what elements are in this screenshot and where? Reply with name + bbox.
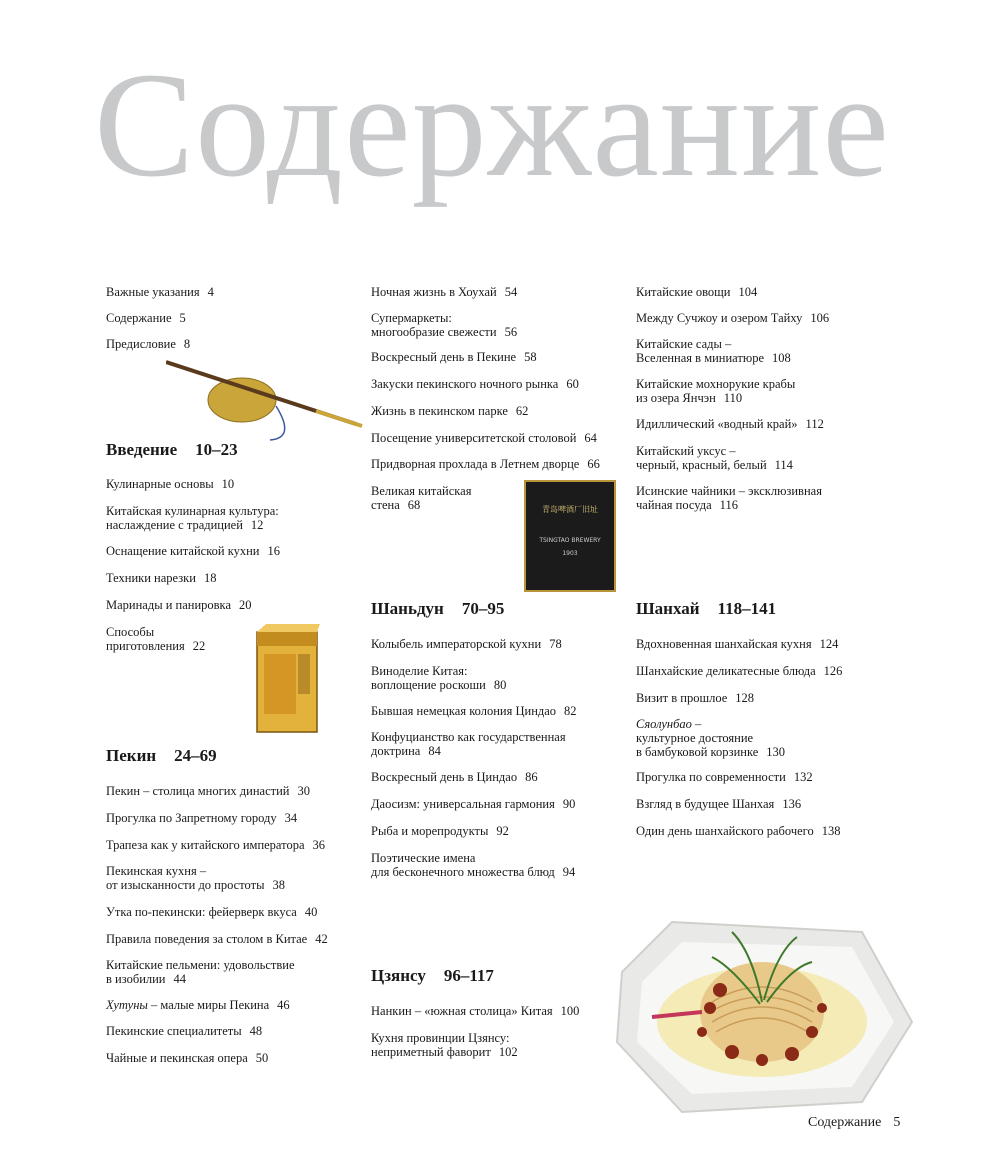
toc-entry-page: 64 [584, 431, 597, 445]
plaque-line-en: TSINGTAO BREWERY [539, 537, 601, 544]
toc-entry[interactable] [106, 958, 295, 986]
toc-entry-label-italic: Хутуны [106, 998, 148, 1012]
toc-entry-label: Виноделие Китая: [371, 664, 468, 678]
toc-entry-label: Посещение университетской столовой [371, 431, 577, 445]
toc-entry[interactable] [106, 625, 205, 653]
toc-entry-page: 102 [498, 1045, 518, 1059]
toc-entry-page: 100 [560, 1004, 580, 1018]
toc-entry-page: 112 [805, 417, 824, 431]
toc-entry[interactable] [371, 664, 506, 692]
toc-entry-page: 124 [819, 637, 839, 651]
plaque-line-year: 1903 [562, 550, 578, 557]
toc-entry-label: Пекинские специалитеты [106, 1024, 242, 1038]
toc-entry-label: Прогулка по современности [636, 770, 786, 784]
toc-entry-label: Прогулка по Запретному городу [106, 811, 277, 825]
toc-entry-page: 132 [793, 770, 813, 784]
toc-entry-label: Воскресный день в Циндао [371, 770, 518, 784]
toc-entry-label: Шанхайские деликатесные блюда [636, 664, 816, 678]
toc-entry-label-cont: многообразие свежести [371, 325, 497, 339]
toc-entry[interactable] [371, 457, 600, 471]
toc-entry[interactable] [106, 285, 214, 299]
section-heading-shandong[interactable] [371, 599, 504, 619]
toc-entry-label: Пекин – столица многих династий [106, 784, 290, 798]
toc-entry-page: 104 [738, 285, 758, 299]
section-heading-pekin[interactable] [106, 746, 217, 766]
toc-entry-page: 110 [723, 391, 743, 405]
toc-entry-page: 10 [221, 477, 235, 491]
toc-entry[interactable] [106, 784, 310, 798]
toc-entry-label: Бывшая немецкая колония Циндао [371, 704, 557, 718]
toc-entry-label-cont: в изобилии [106, 972, 166, 986]
toc-entry-label-cont: черный, красный, белый [636, 458, 767, 472]
page-footer [808, 1115, 900, 1131]
toc-entry-label: Кулинарные основы [106, 477, 214, 491]
toc-entry-label-cont: Вселенная в миниатюре [636, 351, 765, 365]
toc-entry-page: 8 [183, 337, 191, 351]
toc-entry-page: 60 [566, 377, 579, 391]
toc-entry-page: 106 [810, 311, 830, 325]
toc-entry-label-cont: для бесконечного множества блюд [371, 865, 555, 879]
toc-entry[interactable] [636, 824, 841, 838]
toc-entry-page: 38 [272, 878, 285, 892]
section-title: Пекин [106, 746, 157, 765]
toc-entry-label: Конфуцианство как государственная [371, 730, 566, 744]
toc-entry[interactable] [371, 730, 566, 758]
toc-entry-label: Предисловие [106, 337, 176, 351]
section-range: 118–141 [717, 599, 777, 618]
toc-entry-label-cont: доктрина [371, 744, 421, 758]
toc-entry-page: 82 [564, 704, 577, 718]
section-range: 10–23 [195, 440, 238, 459]
toc-entry[interactable] [636, 797, 801, 811]
toc-entry-page: 68 [407, 498, 421, 512]
toc-entry[interactable] [371, 484, 471, 512]
toc-entry-label: Жизнь в пекинском парке [371, 404, 508, 418]
toc-entry[interactable] [106, 311, 186, 325]
section-heading-jiangsu[interactable] [371, 966, 494, 986]
toc-entry[interactable] [106, 571, 216, 585]
toc-entry-label: Ночная жизнь в Хоухай [371, 285, 497, 299]
toc-entry[interactable] [106, 337, 190, 351]
toc-entry-label: Оснащение китайской кухни [106, 544, 260, 558]
toc-entry-label: Вдохновенная шанхайская кухня [636, 637, 812, 651]
section-title: Шаньдун [371, 599, 444, 618]
toc-entry[interactable] [106, 544, 280, 558]
toc-entry-label: Китайская кулинарная культура: [106, 504, 279, 518]
toc-entry[interactable] [636, 444, 793, 472]
toc-entry-page: 4 [207, 285, 214, 299]
toc-entry-label: Придворная прохлада в Летнем дворце [371, 457, 580, 471]
toc-entry-label: Визит в прошлое [636, 691, 728, 705]
toc-entry[interactable] [106, 598, 252, 612]
toc-entry-label: Взгляд в будущее Шанхая [636, 797, 775, 811]
toc-entry-label: Китайские пельмени: удовольствие [106, 958, 295, 972]
toc-entry-page: 40 [304, 905, 318, 919]
toc-entry[interactable] [636, 417, 824, 431]
toc-entry-label: – малые миры Пекина [147, 998, 270, 1012]
toc-entry-page: 138 [821, 824, 841, 838]
toc-entry-label: Пекинская кухня – [106, 864, 207, 878]
toc-entry-label: Утка по-пекински: фейерверк вкуса [106, 905, 297, 919]
toc-entry[interactable] [636, 285, 757, 299]
toc-entry-label: Техники нарезки [106, 571, 196, 585]
toc-entry-page: 58 [524, 350, 537, 364]
section-title: Цзянсу [371, 966, 426, 985]
toc-entry-label-cont: неприметный фаворит [371, 1045, 491, 1059]
toc-entry[interactable] [636, 691, 754, 705]
toc-entry-label: Китайские овощи [636, 285, 731, 299]
section-title: Шанхай [636, 599, 700, 618]
toc-entry-page: 54 [504, 285, 518, 299]
toc-entry[interactable] [636, 717, 785, 759]
toc-entry[interactable] [371, 404, 528, 418]
plaque-line-cn: 青岛啤酒厂旧址 [542, 505, 598, 514]
toc-entry-label: Китайские мохнорукие крабы [636, 377, 796, 391]
toc-entry-page: 48 [249, 1024, 263, 1038]
toc-entry[interactable] [106, 864, 285, 892]
toc-entry-label: Поэтические имена [371, 851, 476, 865]
toc-entry-page: 90 [562, 797, 576, 811]
toc-entry[interactable] [371, 285, 517, 299]
toc-entry-label: Исинские чайники – эксклюзивная [636, 484, 822, 498]
toc-entry-label: Трапеза как у китайского императора [106, 838, 305, 852]
toc-entry-label-cont: от изысканности до простоты [106, 878, 265, 892]
toc-entry-label: Воскресный день в Пекине [371, 350, 517, 364]
brewery-plaque-photo [524, 480, 616, 592]
toc-entry-page: 80 [493, 678, 507, 692]
toc-entry-page: 16 [267, 544, 280, 558]
section-title: Введение [106, 440, 178, 459]
toc-entry[interactable] [371, 1004, 579, 1018]
toc-entry-page: 114 [774, 458, 793, 472]
toc-entry[interactable] [106, 504, 279, 532]
toc-entry-page: 116 [719, 498, 738, 512]
toc-entry-page: 126 [823, 664, 843, 678]
toc-entry-label: Содержание [106, 311, 172, 325]
toc-entry[interactable] [106, 905, 317, 919]
toc-entry-page: 66 [587, 457, 600, 471]
toc-entry-label-cont: в бамбуковой корзинке [636, 745, 759, 759]
toc-entry-page: 50 [255, 1051, 269, 1065]
section-range: 96–117 [443, 966, 494, 985]
toc-entry-label: Нанкин – «южная столица» Китая [371, 1004, 553, 1018]
toc-entry-label: – [691, 717, 702, 731]
toc-entry-label: Китайские сады – [636, 337, 732, 351]
toc-entry-page: 12 [250, 518, 264, 532]
toc-entry-page: 46 [277, 998, 290, 1012]
toc-entry-page: 62 [515, 404, 529, 418]
toc-entry-page: 84 [428, 744, 441, 758]
toc-entry-label-cont: культурное достояние [636, 731, 754, 745]
toc-entry-label: Один день шанхайского рабочего [636, 824, 814, 838]
toc-entry-label-italic: Сяолунбао [636, 717, 692, 731]
toc-entry[interactable] [371, 797, 575, 811]
noodle-dish-photo [612, 912, 918, 1124]
page-number: 5 [893, 1115, 901, 1130]
toc-entry-page: 20 [239, 598, 252, 612]
toc-entry-label: Закуски пекинского ночного рынка [371, 377, 559, 391]
toc-entry[interactable] [636, 637, 838, 651]
toc-entry-label-cont: стена [371, 498, 400, 512]
toc-entry[interactable] [106, 1024, 262, 1038]
toc-entry-page: 86 [525, 770, 538, 784]
toc-entry[interactable] [106, 477, 234, 491]
toc-entry-label-cont: чайная посуда [636, 498, 712, 512]
toc-entry[interactable] [106, 838, 325, 852]
toc-entry-page: 92 [496, 824, 509, 838]
toc-entry-page: 108 [772, 351, 791, 365]
toc-entry-label: Чайные и пекинская опера [106, 1051, 248, 1065]
toc-entry-page: 42 [315, 932, 328, 946]
toc-entry-label: Кухня провинции Цзянсу: [371, 1031, 510, 1045]
toc-entry-label: Маринады и панировка [106, 598, 231, 612]
toc-entry[interactable] [371, 431, 597, 445]
toc-entry[interactable] [106, 1051, 268, 1065]
toc-entry-page: 22 [192, 639, 206, 653]
liquor-box-illustration [254, 624, 320, 734]
toc-entry[interactable] [371, 770, 538, 784]
toc-entry[interactable] [371, 1031, 518, 1059]
toc-entry-page: 136 [782, 797, 802, 811]
toc-entry[interactable] [371, 311, 517, 339]
toc-entry-page: 130 [766, 745, 786, 759]
toc-entry[interactable] [636, 770, 813, 784]
toc-entry-label-cont: приготовления [106, 639, 185, 653]
toc-entry-label: Правила поведения за столом в Китае [106, 932, 308, 946]
toc-entry[interactable] [106, 998, 290, 1012]
section-range: 70–95 [461, 599, 505, 618]
toc-entry-label: Супермаркеты: [371, 311, 452, 325]
brush-utensil-illustration [166, 358, 366, 448]
toc-entry[interactable] [636, 484, 822, 512]
toc-entry[interactable] [106, 811, 297, 825]
toc-entry[interactable] [371, 851, 575, 879]
footer-label: Содержание [808, 1115, 882, 1130]
toc-entry-label: Колыбель императорской кухни [371, 637, 542, 651]
toc-entry[interactable] [106, 932, 328, 946]
toc-entry[interactable] [636, 337, 791, 365]
toc-entry-page: 34 [284, 811, 298, 825]
toc-entry-label: Важные указания [106, 285, 200, 299]
toc-entry-page: 78 [549, 637, 562, 651]
toc-entry[interactable] [636, 664, 842, 678]
toc-entry-page: 128 [735, 691, 755, 705]
toc-entry[interactable] [636, 311, 829, 325]
section-range: 24–69 [174, 746, 217, 765]
toc-entry-page: 18 [203, 571, 217, 585]
toc-entry-label: Способы [106, 625, 155, 639]
toc-entry-label: Идиллический «водный край» [636, 417, 798, 431]
toc-entry[interactable] [371, 637, 562, 651]
toc-entry-label-cont: из озера Янчэн [636, 391, 716, 405]
section-heading-vvedenie[interactable] [106, 440, 238, 460]
toc-entry[interactable] [371, 350, 537, 364]
toc-entry-label: Китайский уксус – [636, 444, 736, 458]
toc-entry-label: Рыба и морепродукты [371, 824, 489, 838]
toc-entry[interactable] [371, 704, 577, 718]
toc-entry[interactable] [371, 377, 579, 391]
toc-entry-label-cont: воплощение роскоши [371, 678, 486, 692]
toc-entry-page: 94 [562, 865, 576, 879]
toc-entry-page: 30 [297, 784, 310, 798]
toc-entry-page: 36 [312, 838, 325, 852]
toc-entry-label: Между Сучжоу и озером Тайху [636, 311, 803, 325]
toc-entry-page: 56 [504, 325, 518, 339]
toc-entry-page: 5 [179, 311, 186, 325]
toc-entry-label: Даосизм: универсальная гармония [371, 797, 555, 811]
toc-entry-label: Великая китайская [371, 484, 472, 498]
toc-entry[interactable] [371, 824, 509, 838]
page-title: Содержание [94, 42, 890, 208]
toc-entry-page: 44 [173, 972, 186, 986]
section-heading-shanghai[interactable] [636, 599, 776, 619]
toc-entry[interactable] [636, 377, 795, 405]
toc-entry-label-cont: наслаждение с традицией [106, 518, 243, 532]
